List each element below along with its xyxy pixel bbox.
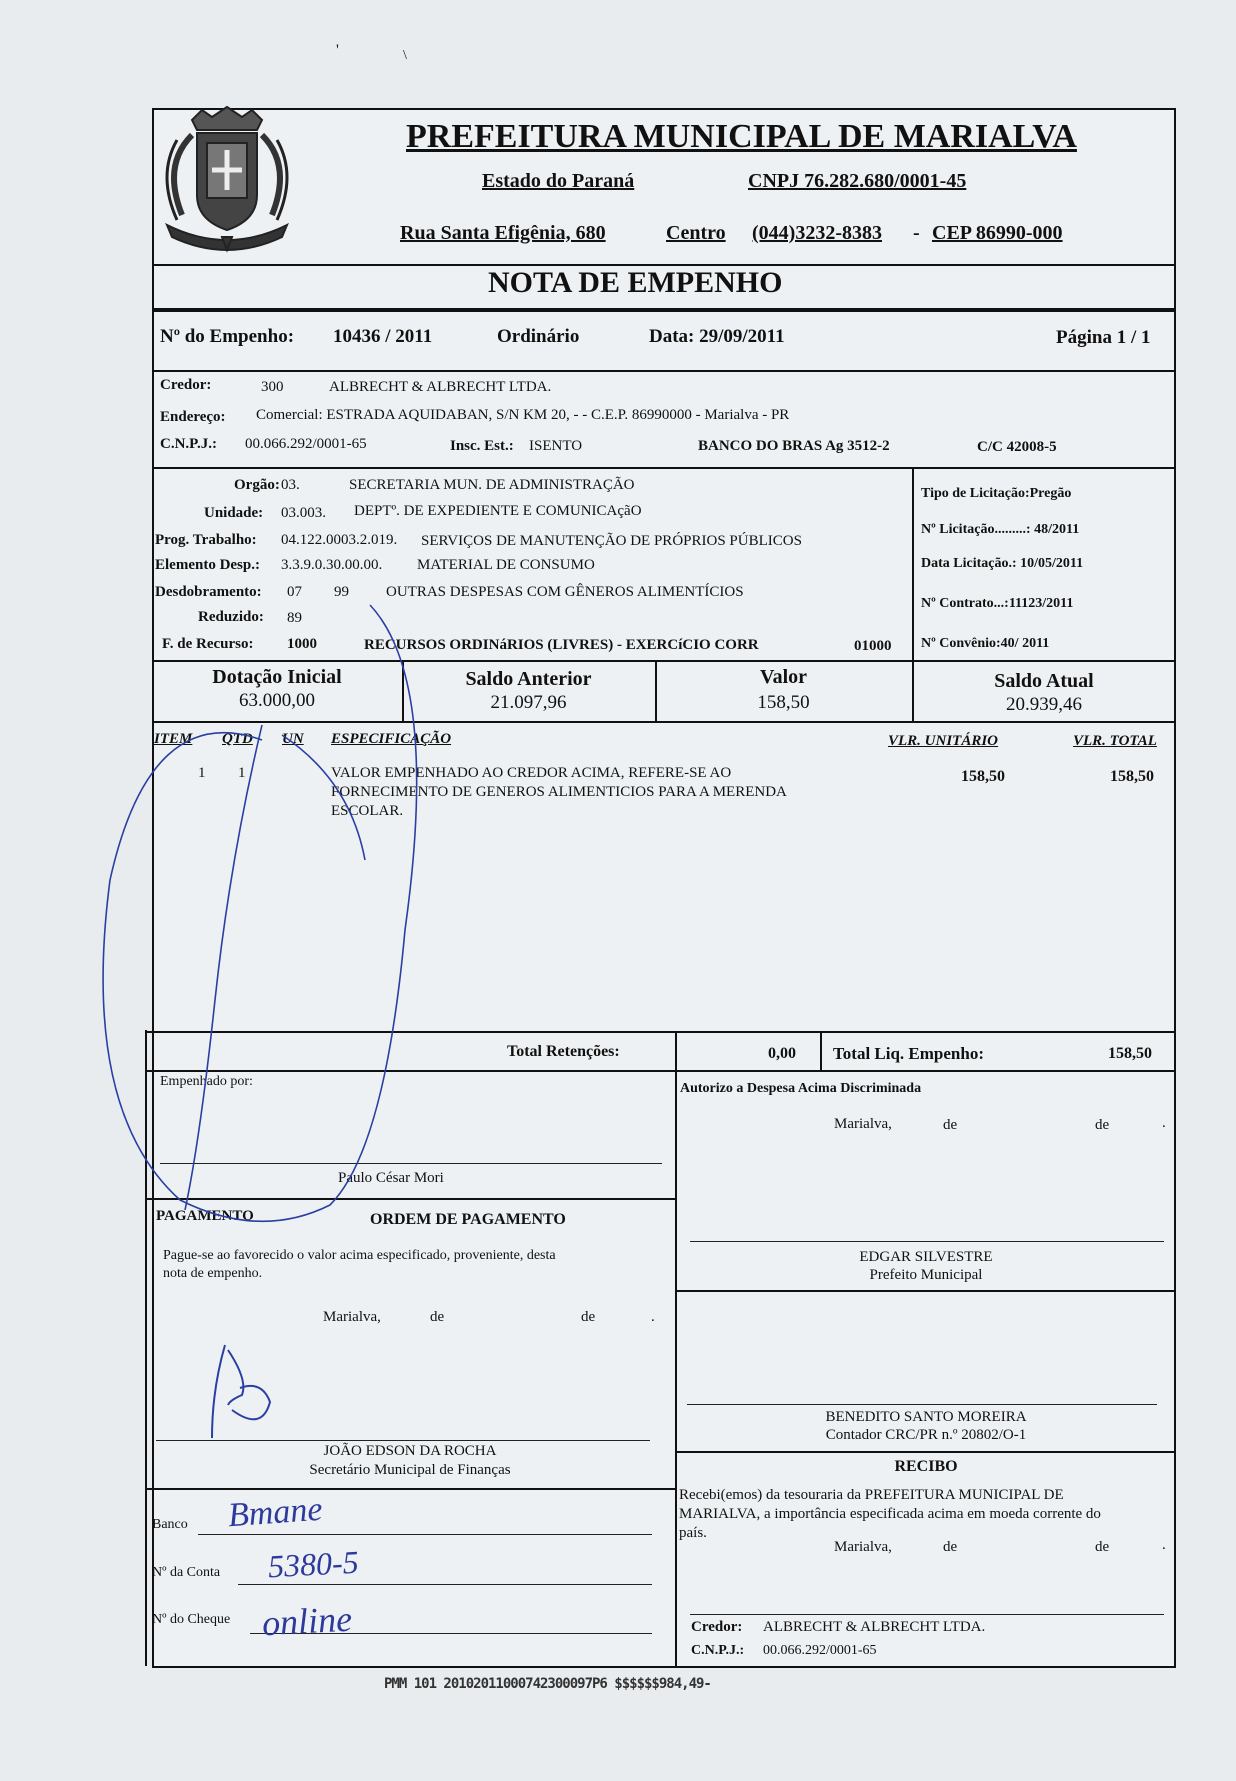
frec-cod2: 01000 xyxy=(854,638,892,654)
autorizo-ponto: . xyxy=(1162,1115,1166,1131)
credor-codigo: 300 xyxy=(261,379,284,395)
empenhado-label: Empenhado por: xyxy=(160,1074,253,1089)
col-especificacao: ESPECIFICAÇÃO xyxy=(331,731,452,747)
autorizo-label: Autorizo a Despesa Acima Discriminada xyxy=(680,1081,922,1096)
empenho-numero: 10436 / 2011 xyxy=(333,326,433,347)
banco-credor: BANCO DO BRAS Ag 3512-2 xyxy=(698,438,890,454)
telefone: (044)3232-8383 xyxy=(752,222,882,244)
autorizo-de: de xyxy=(1095,1117,1110,1133)
credor-endereco: Comercial: ESTRADA AQUIDABAN, S/N KM 20, - - C.E.P. 86990000 - Marialva - PR xyxy=(256,407,790,423)
banco-label: Banco xyxy=(152,1517,188,1532)
banco-manuscrito: Bmane xyxy=(226,1490,324,1535)
endereco-prefeitura: Rua Santa Efigênia, 680 xyxy=(400,222,606,244)
unidade: DEPTº. DE EXPEDIENTE E COMUNICAçãO xyxy=(354,503,642,519)
secretario-nome: JOÃO EDSON DA ROCHA xyxy=(323,1443,497,1459)
credor-nome: ALBRECHT & ALBRECHT LTDA. xyxy=(329,379,552,395)
cc-credor: C/C 42008-5 xyxy=(977,439,1057,455)
total-retencoes-label: Total Retenções: xyxy=(507,1043,620,1060)
reduzido-label: Reduzido: xyxy=(198,609,264,625)
recibo-local: Marialva, xyxy=(834,1539,892,1555)
elem: MATERIAL DE CONSUMO xyxy=(417,557,595,573)
item-vlr-total: 158,50 xyxy=(1110,768,1154,785)
saldo-anterior-valor: 21.097,96 xyxy=(490,692,567,713)
orgao-label: Orgão: xyxy=(234,477,280,493)
col-item: ITEM xyxy=(154,731,193,747)
cheque-manuscrito: online xyxy=(261,1598,353,1644)
col-qtd: QTD xyxy=(222,731,253,747)
prefeito-cargo: Prefeito Municipal xyxy=(869,1267,983,1283)
saldo-atual-label: Saldo Atual xyxy=(994,670,1094,692)
pagamento-de: de xyxy=(430,1309,445,1325)
pagamento-de: de xyxy=(581,1309,596,1325)
recibo-ponto: . xyxy=(1162,1537,1166,1553)
conta-label: Nº da Conta xyxy=(152,1565,221,1580)
desd-cod2: 99 xyxy=(334,584,349,600)
unidade-label: Unidade: xyxy=(204,505,264,521)
pagamento-ponto: . xyxy=(651,1309,655,1325)
footer-code: PMM 101 20102011000742300097P6 $$$$$$984,49- xyxy=(384,1676,711,1692)
doc-title: NOTA DE EMPENHO xyxy=(488,266,783,299)
data-licitacao: Data Licitação.: 10/05/2011 xyxy=(921,556,1084,571)
empenhado-nome: Paulo César Mori xyxy=(338,1170,444,1186)
secretario-cargo: Secretário Municipal de Finanças xyxy=(309,1462,511,1478)
cheque-label: Nº do Cheque xyxy=(152,1612,231,1627)
ordem-pagamento-label: ORDEM DE PAGAMENTO xyxy=(370,1211,566,1228)
numero-convenio: Nº Convênio:40/ 2011 xyxy=(921,636,1050,651)
total-liq: 158,50 xyxy=(1108,1045,1152,1062)
recibo-cnpj-label: C.N.P.J.: xyxy=(691,1643,745,1658)
prefeito-nome: EDGAR SILVESTRE xyxy=(859,1249,993,1265)
saldo-anterior-label: Saldo Anterior xyxy=(465,668,592,690)
empenho-label: Nº do Empenho: xyxy=(160,326,295,347)
pagamento-local: Marialva, xyxy=(323,1309,381,1325)
col-vlr-unitario: VLR. UNITÁRIO xyxy=(888,733,999,749)
dotacao-label: Dotação Inicial xyxy=(212,666,342,688)
frec-cod: 1000 xyxy=(287,636,317,652)
tipo-licitacao: Tipo de Licitação:Pregão xyxy=(921,486,1072,501)
col-un: UN xyxy=(282,731,304,747)
autorizo-local: Marialva, xyxy=(834,1116,892,1132)
credor-label: Credor: xyxy=(160,377,212,393)
item-num: 1 xyxy=(198,765,206,781)
recibo-cnpj: 00.066.292/0001-65 xyxy=(763,1643,877,1658)
cep: CEP 86990-000 xyxy=(932,222,1063,244)
recibo-texto: Recebi(emos) da tesouraria da PREFEITURA MUNICIPAL DE xyxy=(679,1487,1064,1503)
valor-label: Valor xyxy=(759,666,808,688)
desd-cod1: 07 xyxy=(287,584,302,600)
dash: - xyxy=(913,222,920,244)
pagamento-texto: Pague-se ao favorecido o valor acima especificado, proveniente, desta xyxy=(163,1248,556,1263)
estado: Estado do Paraná xyxy=(482,170,635,192)
item-qtd: 1 xyxy=(238,765,246,781)
recibo-de: de xyxy=(1095,1539,1110,1555)
item-espec-line: FORNECIMENTO DE GENEROS ALIMENTICIOS PARA A MERENDA xyxy=(331,784,787,800)
frec: RECURSOS ORDINáRIOS (LIVRES) - EXERCíCIO CORR xyxy=(364,637,759,653)
autorizo-de: de xyxy=(943,1117,958,1133)
stray-mark: ' xyxy=(336,42,339,59)
desd: OUTRAS DESPESAS COM GÊNEROS ALIMENTÍCIOS xyxy=(386,584,744,600)
orgao: SECRETARIA MUN. DE ADMINISTRAÇÃO xyxy=(349,477,635,493)
recibo-credor-label: Credor: xyxy=(691,1619,743,1635)
dotacao-valor: 63.000,00 xyxy=(239,690,315,711)
saldo-atual-valor: 20.939,46 xyxy=(1006,694,1082,715)
recibo-label: RECIBO xyxy=(894,1458,958,1475)
item-espec-line: VALOR EMPENHADO AO CREDOR ACIMA, REFERE-SE AO xyxy=(331,765,732,781)
prefeitura-title: PREFEITURA MUNICIPAL DE MARIALVA xyxy=(406,118,1077,155)
orgao-cod: 03. xyxy=(281,477,300,493)
recibo-credor: ALBRECHT & ALBRECHT LTDA. xyxy=(763,1619,986,1635)
prog-cod: 04.122.0003.2.019. xyxy=(281,532,398,548)
numero-licitacao: Nº Licitação.........: 48/2011 xyxy=(921,522,1080,537)
conta-manuscrito: 5380-5 xyxy=(267,1543,360,1585)
cnpj-label: C.N.P.J.: xyxy=(160,436,217,452)
centro: Centro xyxy=(666,222,726,244)
desd-label: Desdobramento: xyxy=(155,584,262,600)
numero-contrato: Nº Contrato...:11123/2011 xyxy=(921,596,1074,611)
recibo-texto: país. xyxy=(679,1525,707,1541)
elem-label: Elemento Desp.: xyxy=(155,557,260,573)
stray-mark: \ xyxy=(403,48,407,63)
total-liq-label: Total Liq. Empenho: xyxy=(833,1044,984,1063)
insc-label: Insc. Est.: xyxy=(450,438,514,454)
recibo-texto: MARIALVA, a importância especificada acima em moeda corrente do xyxy=(679,1506,1101,1522)
empenho-tipo: Ordinário xyxy=(497,326,580,347)
pagamento-texto: nota de empenho. xyxy=(163,1266,263,1281)
frec-label: F. de Recurso: xyxy=(162,636,254,652)
pagamento-label: PAGAMENTO xyxy=(156,1208,254,1224)
pagina: Página 1 / 1 xyxy=(1056,327,1151,348)
recibo-de: de xyxy=(943,1539,958,1555)
elem-cod: 3.3.9.0.30.00.00. xyxy=(281,557,383,573)
prog: SERVIÇOS DE MANUTENÇÃO DE PRÓPRIOS PÚBLICOS xyxy=(421,533,802,549)
total-retencoes: 0,00 xyxy=(768,1045,796,1062)
prog-label: Prog. Trabalho: xyxy=(155,532,257,548)
empenho-data: Data: 29/09/2011 xyxy=(649,326,785,347)
endereco-label: Endereço: xyxy=(160,409,226,425)
unidade-cod: 03.003. xyxy=(281,505,326,521)
item-espec-line: ESCOLAR. xyxy=(331,803,404,819)
valor: 158,50 xyxy=(757,692,810,713)
contador-cargo: Contador CRC/PR n.º 20802/O-1 xyxy=(825,1427,1027,1443)
cnpj-prefeitura: CNPJ 76.282.680/0001-45 xyxy=(748,170,967,192)
contador-nome: BENEDITO SANTO MOREIRA xyxy=(825,1409,1027,1425)
credor-cnpj: 00.066.292/0001-65 xyxy=(245,436,367,452)
col-vlr-total: VLR. TOTAL xyxy=(1073,733,1157,749)
item-vlr-unitario: 158,50 xyxy=(961,768,1005,785)
insc-valor: ISENTO xyxy=(529,438,583,454)
reduzido: 89 xyxy=(287,610,302,626)
